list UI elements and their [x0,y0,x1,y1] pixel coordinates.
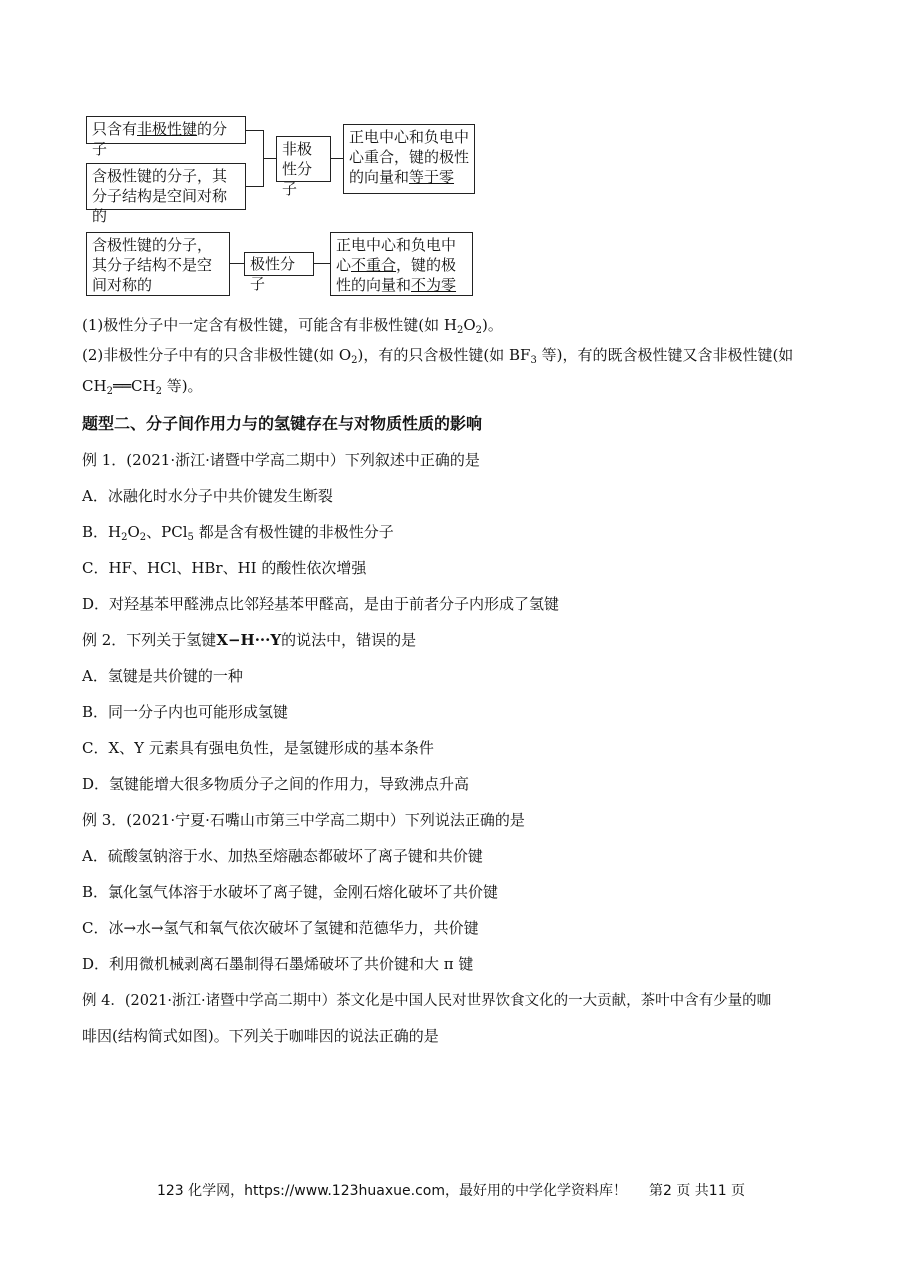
underlined-term: 不重合 [351,256,397,274]
subscript: 5 [187,532,194,543]
box-text: 非极性分子 [282,140,313,198]
example-4-stem-line-1: 例 4．(2021·浙江·诸暨中学高二期中）茶文化是中国人民对世界饮食文化的一大贡献，茶叶中含有少量的咖 [82,993,772,1009]
section-title: 题型二、分子间作用力与的氢键存在与对物质性质的影响 [82,414,483,433]
underlined-term: 等于零 [409,168,455,186]
text-segment: )，有的只含极性键(如 BF [357,346,531,364]
connector-line [314,263,330,264]
text-segment: 等)。 [161,377,203,395]
example-2-option-a: A．氢键是共价键的一种 [82,667,243,685]
note-3 [82,375,203,397]
subscript: 2 [121,532,128,543]
note-1 [82,314,503,336]
page-footer [0,1180,902,1200]
text-segment: ，键的极性的向量和 [336,256,457,294]
text-segment: 正电中心和负电中心 [336,236,457,274]
underlined-term: 不为零 [411,276,457,294]
text-segment: )。 [482,316,503,334]
subscript: 2 [155,386,162,397]
text-segment: (1)极性分子中一定含有极性键，可能含有非极性键(如 H [82,316,457,334]
text-segment: 的说法中，错误的是 [281,631,417,649]
text-segment: 的分子 [92,120,228,158]
text-segment: 都是含有极性键的非极性分子 [193,523,394,541]
example-4-stem-line-2: 啡因(结构简式如图)。下列关于咖啡因的说法正确的是 [82,1027,439,1045]
example-2-option-d: D．氢键能增大很多物质分子之间的作用力，导致沸点升高 [82,775,470,793]
note-2 [82,344,793,366]
example-3-option-c: C．冰→水→氢气和氧气依次破坏了氢键和范德华力，共价键 [82,919,479,937]
subscript: 2 [106,386,113,397]
text-segment: (2)非极性分子中有的只含非极性键(如 O [82,346,352,364]
text-segment: ══CH [112,377,156,395]
example-2-option-b: B．同一分子内也可能形成氢键 [82,703,289,721]
connector-line [263,158,276,159]
text-segment: 正电中心和负电中心重合，键的极性的向量和 [349,128,470,186]
subscript: 2 [475,325,483,336]
box-only-nonpolar-bond-molecule [86,116,246,158]
connector-line [246,186,264,187]
box-nonpolar-description [343,124,475,194]
example-3-option-a: A．硫酸氢钠溶于水、加热至熔融态都破坏了离子键和共价键 [82,847,483,865]
example-3-stem: 例 3．(2021·宁夏·石嘴山市第三中学高二期中）下列说法正确的是 [82,811,525,829]
hydrogen-bond-formula: X−H···Y [216,631,282,649]
example-1-option-d: D．对羟基苯甲醛沸点比邻羟基苯甲醛高，是由于前者分子内形成了氢键 [82,595,560,613]
text-segment: 例 2．下列关于氢键 [82,631,217,649]
text-segment: O [463,316,476,334]
example-3-option-b: B．氯化氢气体溶于水破坏了离子键，金刚石熔化破坏了共价键 [82,883,499,901]
example-1-stem: 例 1．(2021·浙江·诸暨中学高二期中）下列叙述中正确的是 [82,451,480,469]
subscript: 3 [530,355,537,366]
subscript: 2 [456,325,464,336]
box-nonpolar-molecule [276,136,331,198]
box-polar-description [330,232,473,296]
example-1-option-b [82,521,394,543]
example-3-option-d: D．利用微机械剥离石墨制得石墨烯破坏了共价键和大 π 键 [82,955,474,973]
subscript: 2 [351,355,358,366]
underlined-term: 非极性键 [137,120,198,138]
box-polar-molecule [244,252,314,293]
text-segment: 等)，有的既含极性键又含非极性键(如 [536,346,794,364]
text-segment: 、PCl [146,523,188,541]
connector-line [230,263,244,264]
subscript: 2 [139,532,147,543]
text-segment: B．H [82,523,122,541]
text-segment: O [127,523,140,541]
example-2-stem [82,629,416,651]
box-text: 极性分子 [250,255,296,293]
page-number: 第2 页 共11 页 [648,1183,746,1199]
box-polar-symmetric-molecule [86,163,246,225]
box-text: 含极性键的分子，其分子结构是空间对称的 [92,167,228,225]
box-polar-asymmetric-molecule [86,232,230,296]
example-1-option-a: A．冰融化时水分子中共价键发生断裂 [82,487,333,505]
text-segment: CH [82,377,107,395]
example-2-option-c: C．X、Y 元素具有强电负性，是氢键形成的基本条件 [82,739,434,757]
connector-line [331,158,343,159]
connector-line [246,130,264,131]
example-1-option-c: C．HF、HCl、HBr、HI 的酸性依次增强 [82,559,367,577]
text-segment: 只含有 [92,120,138,138]
footer-site-text: 123 化学网，https://www.123huaxue.com，最好用的中学化学资料库！ [156,1183,627,1199]
box-text: 含极性键的分子，其分子结构不是空间对称的 [92,236,213,294]
